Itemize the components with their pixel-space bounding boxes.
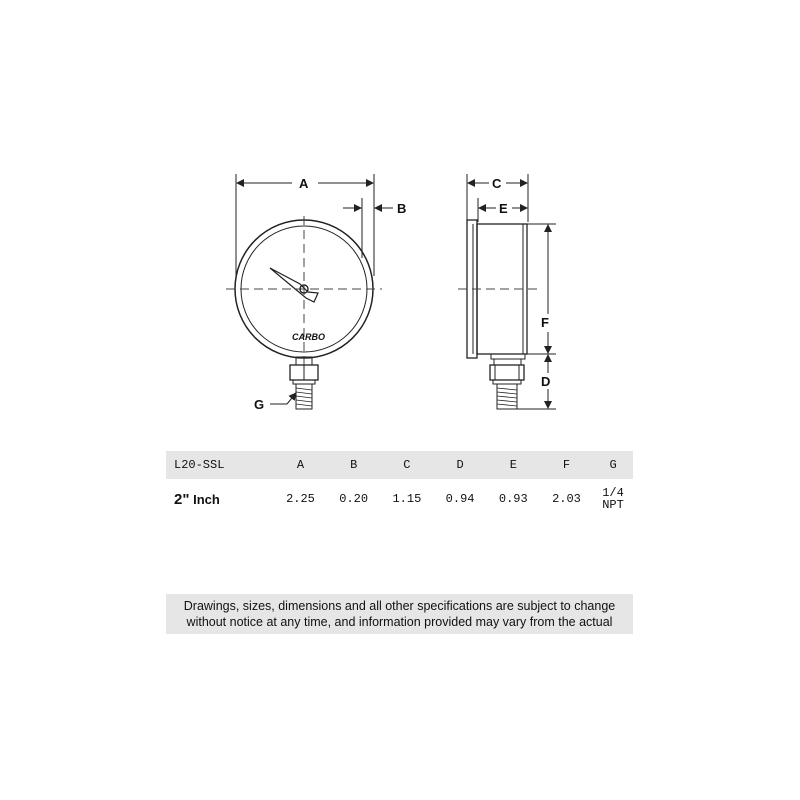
- gauge-pointer: [270, 268, 318, 302]
- value-g-line1: 1/4: [602, 485, 624, 500]
- table-row: [166, 479, 633, 519]
- size-number: 2": [174, 490, 190, 508]
- size-unit: Inch: [193, 491, 220, 507]
- value-b: 0.20: [339, 492, 369, 506]
- size-cell: [166, 479, 274, 519]
- header-f: F: [540, 451, 593, 479]
- label-a: A: [299, 176, 309, 191]
- label-d: D: [541, 374, 551, 389]
- value-e: 0.93: [498, 492, 528, 506]
- front-view: [226, 174, 406, 412]
- label-f: F: [541, 315, 549, 330]
- label-c: C: [492, 176, 502, 191]
- value-f: 2.03: [552, 492, 581, 506]
- disclaimer-line-2: without notice at any time, and information provided may vary from the actual: [186, 615, 613, 629]
- disclaimer-line-1: Drawings, sizes, dimensions and all other specifications are subject to change: [183, 599, 616, 613]
- disclaimer-box: [166, 594, 633, 634]
- header-c: C: [380, 451, 433, 479]
- header-b: B: [327, 451, 380, 479]
- value-g: [593, 479, 633, 519]
- value-d: 0.94: [445, 492, 475, 506]
- label-g: G: [254, 397, 265, 412]
- carbo-logo: [286, 322, 325, 346]
- model-header: L20-SSL: [166, 451, 274, 479]
- header-g: G: [593, 451, 633, 479]
- value-g-line2: NPT: [602, 497, 624, 512]
- label-e: E: [499, 201, 508, 216]
- side-view: [458, 174, 556, 409]
- value-c: 1.15: [392, 492, 422, 506]
- dimension-table: [166, 451, 633, 519]
- table-header-row: [166, 451, 633, 479]
- header-a: A: [274, 451, 327, 479]
- svg-text:CARBO: CARBO: [292, 332, 325, 342]
- label-b: B: [397, 201, 407, 216]
- header-e: E: [487, 451, 540, 479]
- value-a: 2.25: [286, 492, 315, 506]
- header-d: D: [433, 451, 486, 479]
